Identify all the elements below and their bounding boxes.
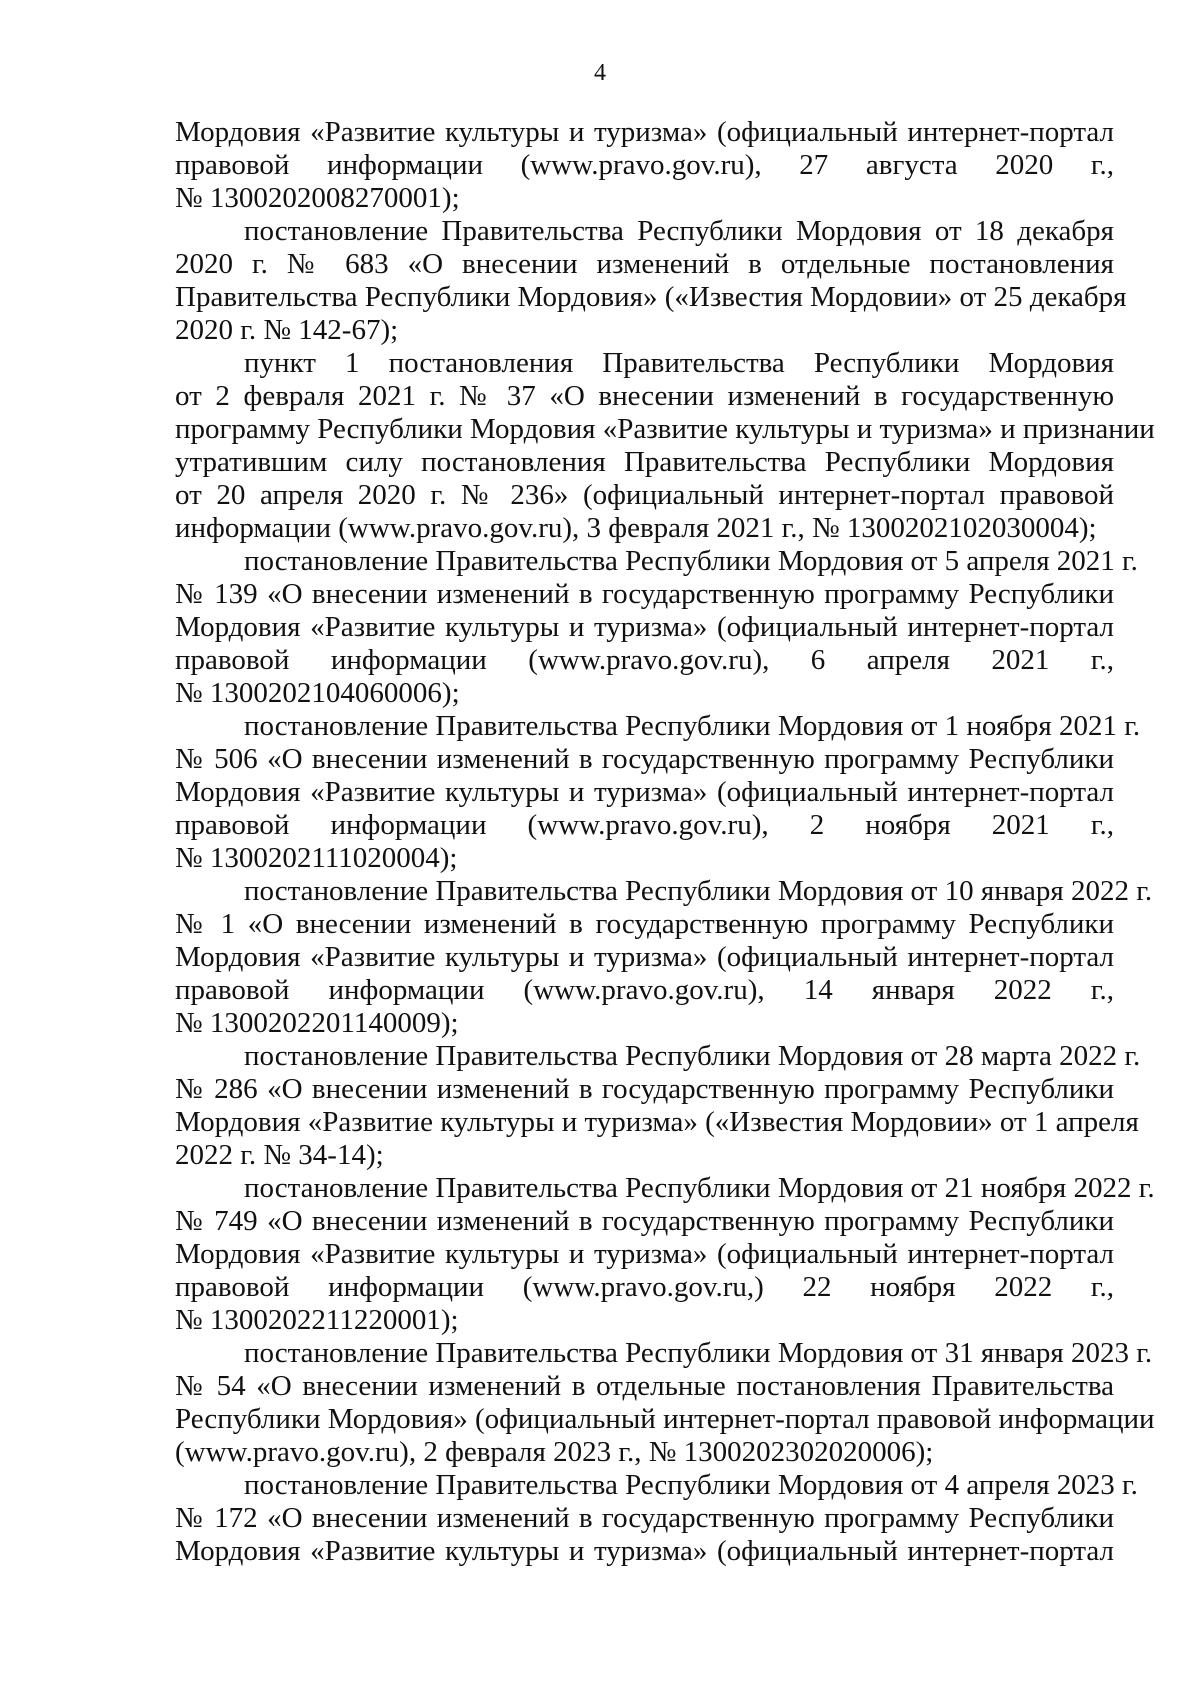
text-line: (www.pravo.gov.ru), 2 февраля 2023 г., № 1300202302020006); (175, 1436, 934, 1468)
paragraph (175, 1337, 1155, 1469)
text-line: Мордовия «Развитие культуры и туризма» (официальный интернет-портал (175, 941, 1114, 973)
text-line: 2020 г. № 142-67); (175, 314, 399, 346)
paragraph (175, 710, 1141, 875)
text-line: постановление Правительства Республики Мордовия от 31 января 2023 г. (244, 1337, 1153, 1369)
paragraph (175, 545, 1138, 710)
text-line: Мордовия «Развитие культуры и туризма» (официальный интернет-портал (175, 611, 1114, 643)
text-line: Республики Мордовия» (официальный интернет-портал правовой информации (175, 1403, 1155, 1435)
text-line: № 1300202111020004); (175, 842, 458, 874)
text-line: правовой информации (www.pravo.gov.ru), 14 января 2022 г., (175, 974, 1114, 1006)
text-line: 2022 г. № 34-14); (175, 1139, 384, 1171)
text-line: постановление Правительства Республики Мордовия от 4 апреля 2023 г. (244, 1469, 1138, 1501)
text-line: утратившим силу постановления Правительства Республики Мордовия (175, 446, 1114, 478)
paragraph (175, 347, 1155, 545)
text-line: правовой информации (www.pravo.gov.ru), 6 апреля 2021 г., (175, 644, 1114, 676)
text-line: Мордовия «Развитие культуры и туризма» (официальный интернет-портал (175, 116, 1114, 148)
text-line: Мордовия «Развитие культуры и туризма» (официальный интернет-портал (175, 1535, 1114, 1567)
text-line: правовой информации (www.pravo.gov.ru), 2 ноября 2021 г., (175, 809, 1114, 841)
text-line: правовой информации (www.pravo.gov.ru,) 22 ноября 2022 г., (175, 1271, 1114, 1303)
paragraph (175, 1469, 1138, 1568)
text-line: пункт 1 постановления Правительства Республики Мордовия (244, 347, 1114, 379)
text-line: правовой информации (www.pravo.gov.ru), 27 августа 2020 г., (175, 149, 1114, 181)
text-line: информации (www.pravo.gov.ru), 3 февраля 2021 г., № 1300202102030004); (175, 512, 1097, 544)
text-line: постановление Правительства Республики Мордовия от 1 ноября 2021 г. (244, 710, 1141, 742)
text-line: № 172 «О внесении изменений в государственную программу Республики (175, 1502, 1114, 1534)
text-line: № 139 «О внесении изменений в государственную программу Республики (175, 578, 1114, 610)
text-line: Мордовия «Развитие культуры и туризма» (официальный интернет-портал (175, 1238, 1114, 1270)
text-line: № 506 «О внесении изменений в государственную программу Республики (175, 743, 1114, 775)
text-line: постановление Правительства Республики Мордовия от 5 апреля 2021 г. (244, 545, 1138, 577)
text-line: программу Республики Мордовия «Развитие культуры и туризма» и признании (175, 413, 1155, 445)
text-line: № 286 «О внесении изменений в государственную программу Республики (175, 1073, 1114, 1105)
text-line: от 20 апреля 2020 г. № 236» (официальный интернет-портал правовой (175, 479, 1114, 511)
text-line: постановление Правительства Республики Мордовия от 28 марта 2022 г. (244, 1040, 1141, 1072)
paragraph (175, 875, 1153, 1040)
text-line: постановление Правительства Республики Мордовия от 10 января 2022 г. (244, 875, 1153, 907)
page-number: 4 (594, 60, 606, 86)
paragraph (175, 116, 1114, 215)
text-line: постановление Правительства Республики Мордовия от 18 декабря (244, 215, 1114, 247)
paragraph (175, 1172, 1155, 1337)
paragraph (175, 1040, 1141, 1172)
text-line: Мордовия «Развитие культуры и туризма» (официальный интернет-портал (175, 776, 1114, 808)
text-line: Мордовия «Развитие культуры и туризма» («Известия Мордовии» от 1 апреля (175, 1106, 1139, 1138)
text-line: постановление Правительства Республики Мордовия от 21 ноября 2022 г. (244, 1172, 1155, 1204)
text-line: 2020 г. № 683 «О внесении изменений в отдельные постановления (175, 248, 1114, 280)
text-line: № 1 «О внесении изменений в государственную программу Республики (175, 908, 1114, 940)
text-line: Правительства Республики Мордовия» («Известия Мордовии» от 25 декабря (175, 281, 1127, 313)
text-line: № 1300202008270001); (175, 182, 460, 214)
text-line: № 1300202104060006); (175, 677, 460, 709)
document-body (175, 116, 1155, 1568)
text-line: № 54 «О внесении изменений в отдельные постановления Правительства (175, 1370, 1114, 1402)
text-line: № 1300202211220001); (175, 1304, 459, 1336)
text-line: от 2 февраля 2021 г. № 37 «О внесении изменений в государственную (175, 380, 1114, 412)
text-line: № 1300202201140009); (175, 1007, 459, 1039)
text-line: № 749 «О внесении изменений в государственную программу Республики (175, 1205, 1114, 1237)
paragraph (175, 215, 1127, 347)
